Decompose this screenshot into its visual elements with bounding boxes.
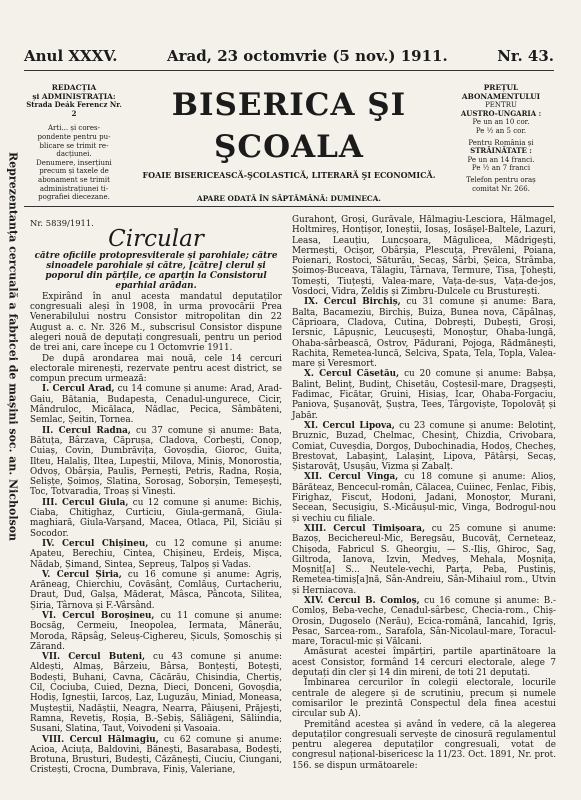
item-text: cu 12 comune și anume: Bichiș, Ciaba, Chitighaz, Curticiu, Giula-germană, Giula-maghiară, Giula-Varșand, Macea, Otlaca, Pil, Siciău și Socodor.	[30, 497, 282, 539]
administration-title: și ADMINISTRAȚIA:	[32, 91, 116, 101]
item-heading: X. Cercul Căsetău,	[304, 369, 400, 380]
note-line: abonament se trimit	[38, 175, 110, 184]
list-item	[292, 596, 556, 647]
item-heading: XI. Cercul Lipova,	[304, 420, 395, 431]
item-heading: I. Cercul Arad,	[42, 384, 115, 395]
item-text: cu 31 comune și anume: Bara, Balta, Bacameziu, Birchiș, Buiza, Bunea nova, Căpâlnaș, Căprioara, Cladova, Cutina, Dobrești, Dubești, Groși, Iersnic, Lăpușnic, Leucușești, Monoștur, Ohaba-lungă, Ohaba-sârbească, Ostrov, Pădurani, Pojoga, Rădmănești, Rachita, Remetea-luncă, Selciva, Spata, Tela, Topla, Valea-mare și Veresmort.	[292, 297, 556, 370]
price-title: PREȚUL	[483, 83, 519, 92]
list-continuation: Gurahonț, Groși, Gurăvale, Hălmagiu-Lesciora, Hălmagel, Holtmireș, Honțișor, Ioneștii, Iosaș, Iosășel-Baltele, Lazuri, Leasa, Leauțiu, Luncșoara, Măgulicea, Mădrigești, Mermești, Ocișor, Obârșia, Plescuța, Prevăleni, Poiana, Poienari, Rostoci, Săturău, Secaș, Sârbi, Șeica, Strâmba, Șoimoș-Buceava, Tălagiu, Târnava, Termure, Tisa, Ţohești, Tomești, Tiuțești, Valea-mare, Vața-de-sus, Vața-de-jos, Vosdoci, Vidra, Zeldiș și Zimbru-Dulcele cu Brusturești.	[292, 215, 556, 298]
price-line: Pe ½ an 7 franci	[471, 164, 531, 173]
region-austro-hungary: AUSTRO-UNGARIA :	[460, 108, 542, 118]
for-label: PENTRU	[485, 101, 517, 110]
price-line: Pe ½ an 5 cor.	[475, 126, 527, 135]
item-heading: IX. Cercul Birchiș,	[304, 297, 401, 308]
address: Strada Deák Ferencz Nr. 2	[26, 100, 122, 118]
item-heading: XII. Cercul Vinga,	[304, 472, 399, 483]
note-line: blicare se trimit re-	[39, 141, 109, 150]
note-line: precum și taxele de	[39, 167, 109, 176]
list-item	[30, 384, 282, 425]
note-line: Denumere, inserțiuni	[36, 158, 112, 167]
item-heading: VII. Cercul Buteni,	[42, 652, 146, 663]
list-item	[30, 570, 282, 611]
newspaper-title: BISERICA ŞI ŞCOALA	[171, 87, 407, 165]
dateline: Arad, 23 octomvrie (5 nov.) 1911.	[167, 47, 448, 65]
item-text: cu 16 comune și anume: B.-Comloș, Beba-veche, Cenadul-sârbesc, Checia-rom., Chiș-Orosin, Dugoselo (Nerău), Ecica-română, Iancahid, Igriș, Pesac, Sarcea-rom., Sarafola, Sân-Nicolaul-mare, Toracul-mare, Toracul-mic și Vălcani.	[292, 595, 556, 648]
newspaper-subtitle: FOAIE BISERICEASCĂ-ŞCOLASTICĂ, LITERARĂ ŞI ECONOMICĂ.	[142, 170, 436, 180]
item-text: cu 37 comune și anume: Bata, Bătuța, Bârzava, Căprușa, Cladova, Corbești, Conop, Cuiaș, Covin, Dumbrăvița, Govoșdia, Gioroc, Guita, Ilteu, Halaliș, Iltea, Lupeștii, Milova, Miniș, Monorostia, Odvoș, Obârșia, Paulis, Pernești, Petris, Radna, Roșia, Selișțe, Șoimoș, Slatina, Sorosag, Soborșin, Temeșești, Toc, Totvaradia, Troaș și Vinești.	[30, 425, 282, 498]
subscription-box	[448, 84, 554, 193]
item-heading: III. Cercul Giula,	[42, 497, 129, 508]
list-item	[30, 498, 282, 539]
phone-line: Telefon pentru oraș	[466, 175, 536, 184]
masthead	[132, 84, 446, 203]
redaction-notes	[24, 124, 124, 201]
redaction-title: REDACȚIA	[51, 83, 97, 92]
paragraph: De după arondarea mai nouă, cele 14 cercuri electorale mirenești, rezervate pentru acest district, se compun precum urmează:	[30, 353, 282, 385]
item-text: cu 18 comune și anume: Alioș, Bărăteaz, Bencecul-român, Călacea, Cuiinec, Fenlac, Fibiș, Firighaz, Fiscut, Hodoni, Jadani, Monoștor, Murani, Secean, Secușigiu, S.-Micăușul-mic, Vinga, Bodrogul-nou și vechiu cu filiale.	[292, 472, 556, 524]
header-rule	[24, 70, 554, 71]
region-romania-label: Pentru România și	[468, 138, 534, 147]
volume-year: Anul XXXV.	[24, 47, 118, 65]
left-column	[30, 218, 282, 776]
circular-title: Circular	[108, 226, 204, 253]
list-item	[30, 735, 282, 776]
right-column	[292, 215, 556, 771]
item-text: cu 20 comune și anume: Babșa, Balint, Belinț, Budinț, Chisetău, Coștesil-mare, Dragșești, Fadimac, Ficătar, Gruini, Hisiaș, Icar, Ohaba-Forgaciu, Paniova, Șușanovăț, Șuștra, Tees, Târgoviște, Topolovăț și Jabăr.	[292, 369, 557, 421]
note-line: pondente pentru pu-	[37, 132, 111, 141]
item-text: cu 62 comune și anume: Acioa, Aciuța, Baldovini, Bănești, Basarabasa, Bodești, Brotuna, Brusturi, Budești, Căzănești, Ciuciu, Ciungani, Cristești, Crocna, Dumbrava, Finiș, Valeriane,	[30, 734, 282, 776]
paragraph: Îmbinarea cercurilor în colegii electorale, locurile centrale de alegere și de scrutiniu, precum și numele comisarilor le prezintă Conspectul dela finea acestui circular sub A).	[292, 678, 556, 720]
price-line: Pe un an 14 franci.	[467, 155, 535, 164]
item-heading: V. Cercul Șiria,	[42, 569, 122, 580]
document-number: Nr. 5839/1911.	[30, 218, 94, 228]
item-text: cu 12 comune și anume: Apateu, Berechiu, Cintea, Chișineu, Erdeiș, Mișca, Nădab, Șimand, Sintea, Sepreuș, Talpoș și Vadas.	[30, 538, 282, 570]
item-heading: XIV. Cercul B. Comloș,	[304, 595, 420, 606]
list-item	[292, 472, 556, 523]
paragraph: Amăsurat acestei împărțiri, partile apartinătoare la acest Consistor, formând 14 cercuri electorale, alege 7 deputați din cler și 14 din mireni, de toti 21 deputați.	[292, 647, 556, 679]
circular-subtitle: către oficiile protopresviterale și parohiale; către sinoadele parohiale și către, [către] clerul și poporul din părțile, ce aparțin la Consistorul eparhial arădan.	[34, 250, 278, 292]
list-item	[292, 524, 556, 596]
item-heading: VI. Cercul Boroșineu,	[42, 610, 155, 621]
side-strip-text: Reprezentanța cercuală a fabricei de mașini soc. an. Nicholson	[6, 151, 20, 542]
list-item	[292, 297, 556, 369]
item-text: cu 43 comune și anume: Aldești, Almaș, Bârzeiu, Bârsa, Bonțești, Botești, Bodești, Buhani, Cavna, Căcărău, Chisindia, Chertiș, Cil, Cociuba, Cuied, Dezna, Dieci, Donceni, Govoșdia, Hodiș, Igneștii, Iarcoș, Laz, Luguzău, Miniad, Moneasa, Mușteștii, Nadăștii, Neagra, Nearra, Pâiușeni, Prăjești, Ramna, Revetiș, Roșia, B.-Șebiș, Săliăgeni, Săliindia, Susani, Slatina, Taut, Voivodeni și Vasoaia.	[30, 652, 282, 735]
item-text: cu 11 comune și anume: Bocsăg, Cermeiu, Ineopolea, Iermata, Mânerău, Moroda, Răpsâg, Seleuș-Cighereu, Șiculs, Șomoschiș și Zărand.	[30, 610, 282, 652]
region-abroad: STRĂINĂTATE :	[470, 146, 532, 156]
item-text: cu 25 comune și anume: Bazoș, Becichereul-Mic, Beregsău, Bucovăț, Cerneteaz, Chișoda, Fabricul S. Gheorgiu, — S.-Iliș, Ghiroc, Sag, Giltroda, Ianova, Izvin, Medveș, Mehala, Moșnița, Moșniț[a] S... Neutele-vechi, Parța, Peba, Pustiniș, Remetea-timiș[a]nă, Sân-Andreiu, Sân-Mihaiul rom., Utvin și Herniacova.	[292, 523, 556, 596]
header-line	[24, 44, 554, 68]
note-line: administrațiunei ti-	[39, 184, 109, 193]
publication-frequency: APARE ODATĂ ÎN SĂPTĂMÂNĂ: DUMINECA.	[197, 194, 381, 203]
note-line: Arti... și cores-	[48, 124, 100, 133]
note-line: dacțiunei.	[56, 150, 92, 159]
issue-number: Nr. 43.	[497, 47, 554, 65]
item-heading: IV. Cercul Chișineu,	[42, 538, 149, 549]
list-item	[292, 421, 556, 472]
item-heading: XIII. Cercul Timișoara,	[304, 523, 426, 534]
item-heading: II. Cercul Radna,	[42, 425, 131, 436]
item-text: cu 14 comune și anume: Arad, Arad-Gaiu, Bătania, Budapesta, Cenadul-ungurece, Cicir, Mândruloc, Micălaca, Nădlac, Pecica, Sâmbăteni, Semlac, Șeitin, Tornea.	[30, 384, 282, 426]
paragraph: Expirând în anul acesta mandatul deputaților congresuali aleși în 1908, în urma provocării Prea Venerabilului nostru Consistor mitropolitan din 22 August a. c. Nr. 326 M., subscrisul Consistor dispune alegeri nouă de deputați congresuali, pentru un period de trei ani, care începe cu 1 Octomvrie 1911.	[30, 291, 282, 354]
list-item	[292, 369, 556, 420]
redaction-box	[24, 84, 124, 202]
list-item	[30, 539, 282, 570]
phone-line: comitat Nr. 266.	[472, 184, 530, 193]
masthead-rule	[24, 206, 554, 207]
subscription-title: ABONAMENTULUI	[461, 91, 541, 101]
list-item	[30, 652, 282, 734]
item-heading: VIII. Cercul Hălmagiu,	[42, 734, 159, 745]
paragraph: Premitând acestea și având în vedere, că la alegerea deputaților congresuali servește de cinosură regulamentul pentru alegerea deputaților congresuali, votat de congresul național-bisericesc la 11/23. Oct. 1891, Nr. prot. 156. se dispun următoarele:	[292, 719, 556, 771]
note-line: pografiei diecezane.	[38, 193, 110, 202]
list-item	[30, 611, 282, 652]
list-item	[30, 426, 282, 498]
item-text: cu 16 comune și anume: Agriș, Arăneag, Chierchiu, Covăsânț, Comlăuș, Curtacheriu, Draut, Dud, Galșa, Măderat, Mâsca, Pâncota, Silitea, Șiria, Târnova și F.-Vârsând.	[30, 569, 282, 611]
item-text: cu 23 comune și anume: Belotinț, Bruznic, Buzad, Chelmac, Chesinț, Chizdia, Crivobara, Comiat, Cuveșdia, Dorgoș, Dubochinadia, Hodoș, Checheș, Brestovat, Labașinț, Lalașinț, Lipova, Pătârși, Secaș, Șistarovăț, Usușău, Vizma și Zabalț.	[292, 420, 556, 473]
price-line: Pe un an 10 cor.	[472, 118, 530, 127]
